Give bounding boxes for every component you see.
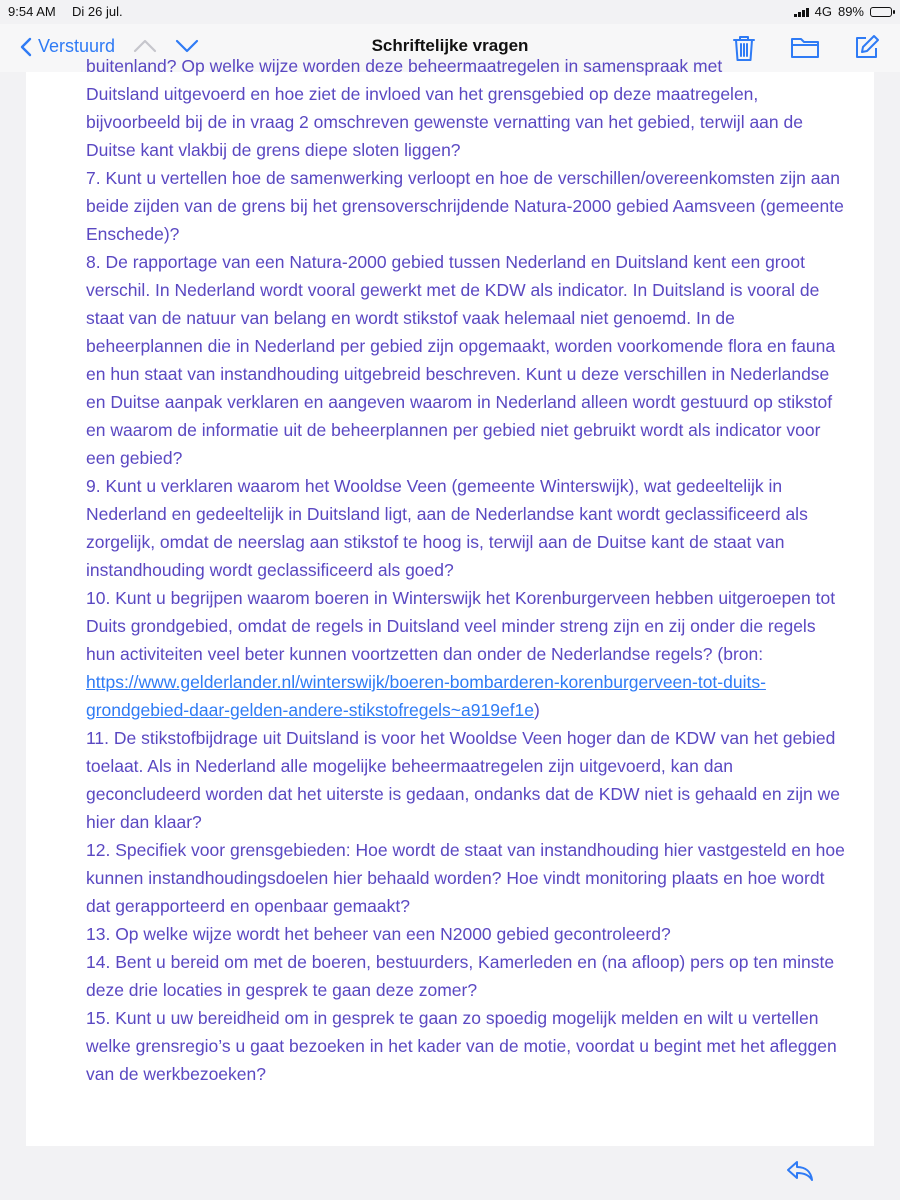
status-date: Di 26 jul. [72,4,123,19]
question-11: 11. De stikstofbijdrage uit Duitsland is voor het Wooldse Veen hoger dan de KDW van het gebied toelaat. Als in Nederland alle mogelijke beheermaatregelen zijn uitgevoerd, kan dan geconcludeerd worden dat het uiterste is gedaan, ondanks dat de KDW niet is gehaald en zijn we hier dan klaar? [86,728,840,832]
signal-icon [794,7,809,17]
question-10 [86,584,846,724]
question-14: 14. Bent u bereid om met de boeren, bestuurders, Kamerleden en (na afloop) pers op ten minste deze drie locaties in gesprek te gaan deze zomer? [86,952,835,1000]
question-15: 15. Kunt u uw bereidheid om in gesprek te gaan zo spoedig mogelijk melden en wilt u vertellen welke grensregio’s u gaat bezoeken in het kader van de motie, voordat u begint met het afleggen van de werkbezoeken? [86,1008,837,1084]
source-link[interactable]: https://www.gelderlander.nl/winterswijk/boeren-bombarderen-korenburgerveen-tot-duits-grondgebied-daar-gelden-andere-stikstofregels~a919ef1e [86,672,766,720]
question-6-continuation: Duitsland uitgevoerd en hoe ziet de invloed van het grensgebied op deze maatregelen, bijvoorbeeld bij de in vraag 2 omschreven gewenste vernatting van het gebied, terwijl aan de Duitse kant vlakbij de grens diepe sloten liggen? [86,84,803,160]
page-title: Schriftelijke vragen [371,36,529,55]
network-label: 4G [814,4,832,19]
compose-icon [854,34,880,60]
cutoff-line: buitenland? Op welke wijze worden deze beheermaatregelen in samenspraak met [86,56,723,76]
question-8: 8. De rapportage van een Natura-2000 gebied tussen Nederland en Duitsland kent een groot verschil. In Nederland wordt vooral gewerkt met de KDW als indicator. In Duitsland is vooral de staat van de natuur van belang en wordt stikstof vaak helemaal niet genoemd. In de beheerplannen die in Nederland per gebied zijn opgemaakt, worden voorkomende flora en fauna en hun staat van instandhouding uitgebreid beschreven. Kunt u deze verschillen in Nederlandse en Duitse aanpak verklaren en aangeven waarom in Nederland alleen wordt gestuurd op stikstof en waarom de informatie uit de beheerplannen per gebied niet gebruikt wordt als indicator voor een gebied? [86,252,836,468]
message-body[interactable] [26,56,874,1146]
question-10-text: 10. Kunt u begrijpen waarom boeren in Winterswijk het Korenburgerveen hebben uitgeroepen tot Duits grondgebied, omdat de regels in Duitsland veel minder streng zijn en zij onder die regels hun activiteiten veel beter kunnen voortzetten dan onder de Nederlandse regels? (bron: [86,588,836,664]
question-12: 12. Specifiek voor grensgebieden: Hoe wordt de staat van instandhouding hier vastgesteld en hoe kunnen instandhoudingsdoelen hier behaald worden? Hoe vindt monitoring plaats en hoe wordt dat gerapporteerd en openbaar gemaakt? [86,840,845,916]
battery-percent: 89% [837,4,864,19]
back-label: Verstuurd [38,36,116,56]
question-9: 9. Kunt u verklaren waarom het Wooldse Veen (gemeente Winterswijk), wat gedeeltelijk in Nederland en gedeeltelijk in Duitsland ligt, aan de Nederlandse kant wordt geclassificeerd als zorgelijk, omdat de neerslag aan stikstof te hoog is, terwijl aan de Duitse kant de staat van instandhouding wordt geclassificeerd als goed? [86,476,808,580]
question-7: 7. Kunt u vertellen hoe de samenwerking verloopt en hoe de verschillen/overeenkomsten zijn aan beide zijden van de grens bij het grensoverschrijdende Natura-2000 gebied Aamsveen (gemeente Enschede)? [86,168,844,244]
bottom-toolbar [26,1146,874,1200]
battery-icon [870,7,892,17]
message-content [86,52,846,1088]
reply-icon [786,1160,814,1182]
compose-button[interactable] [854,34,880,67]
status-bar [0,0,900,24]
status-time: 9:54 AM [8,4,56,19]
reply-button[interactable] [786,1160,814,1187]
status-right [794,4,892,19]
question-13: 13. Op welke wijze wordt het beheer van een N2000 gebied gecontroleerd? [86,924,671,944]
question-10-end: ) [534,700,540,720]
